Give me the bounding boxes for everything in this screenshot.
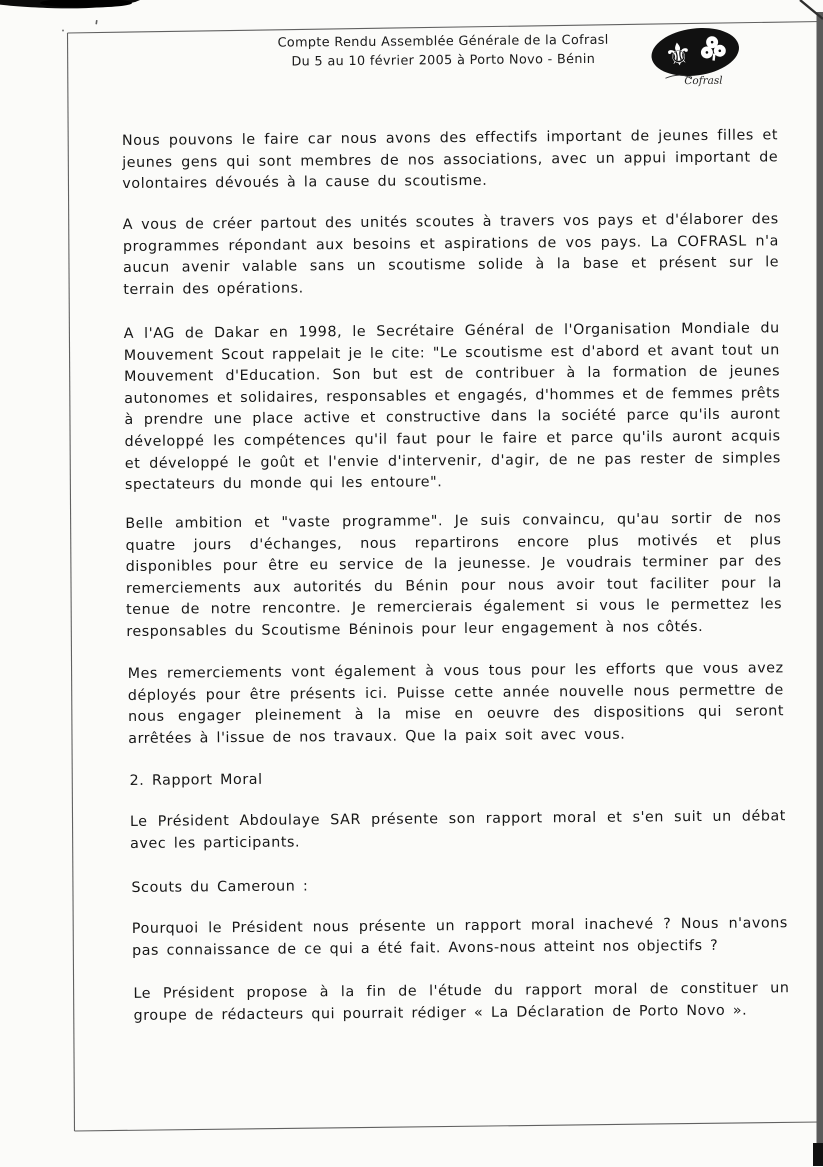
header-title-line1: Compte Rendu Assemblée Générale de la Cofrasl <box>66 30 820 55</box>
paragraph-question-cameroun: Pourquoi le Président nous présente un rapport moral inachevé ? Nous n'avons pas connaissance de ce qui a été fait. Avons-nous atteint nos objectifs ? <box>132 913 788 962</box>
paragraph-remerciements: Mes remerciements vont également à vous tous pour les efforts que vous avez déployés pour être présents ici. Puisse cette année nouvelle nous permettre de nous engager pleinement à la mise en oeuvre des dispositions qui seront arrêtées à l'issue de nos travaux. Que la paix soit avec vous. <box>128 658 785 750</box>
logo-caption: Cofrasl <box>684 75 722 87</box>
paragraph-president-sar: Le Président Abdoulaye SAR présente son rapport moral et s'en suit un débat avec les participants. <box>130 806 786 855</box>
scout-emblem-icon <box>649 26 742 81</box>
heading-rapport-moral: 2. Rapport Moral <box>130 765 786 792</box>
paragraph-effectifs: Nous pouvons le faire car nous avons des effectifs important de jeunes filles et jeunes gens qui sont membres de nos associations, avec un appui important de volontaires dévoués à la cause du scoutisme. <box>122 125 779 196</box>
fleur-de-lis-icon <box>662 36 694 75</box>
paragraph-declaration-porto-novo: Le Président propose à la fin de l'étude du rapport moral de constituer un groupe de rédacteurs qui pourrait rédiger « La Déclaration de Porto Novo ». <box>133 978 789 1027</box>
paragraph-unites-scoutes: A vous de créer partout des unités scoutes à travers vos pays et d'élaborer des programmes répondant aux besoins et aspirations de vos pays. La COFRASL n'a aucun avenir valable sans un scoutisme solide à la base et présent sur le terrain des opérations. <box>123 209 780 301</box>
cofrasl-logo <box>647 26 744 91</box>
paragraph-ag-dakar: A l'AG de Dakar en 1998, le Secrétaire Général de l'Organisation Mondiale du Mouvement Scout rappelait je le cite: "Le scoutisme est d'abord et avant tout un Mouvement d'Education. Son but est de contribuer à la formation de jeunes autonomes et solidaires, responsables et engagés, d'hommes et de femmes prêts à prendre une place active et constructive dans la société parce qu'ils auront développé les compétences qu'il faut pour le faire et parce qu'ils auront acquis et développé le goût et l'envie d'intervenir, d'agir, de ne pas rester de simples spectateurs du monde qui les entoure". <box>124 318 781 496</box>
header-title-line2: Du 5 au 10 février 2005 à Porto Novo - Bénin <box>66 48 820 73</box>
heading-scouts-cameroun: Scouts du Cameroun : <box>131 872 787 899</box>
paragraph-belle-ambition: Belle ambition et "vaste programme". Je suis convaincu, qu'au sortir de nos quatre jours d'échanges, nous repartirons encore plus motivés et plus disponibles pour être eu service de la jeunesse. Je voudrais terminer par des remerciements aux autorités du Bénin pour nous avoir tout faciliter pour la tenue de notre rencontre. Je remercierais également si vous le permettez les responsables du Scoutisme Béninois pour leur engagement à nos côtés. <box>125 508 782 643</box>
svg-text:⚜: ⚜ <box>662 36 694 75</box>
